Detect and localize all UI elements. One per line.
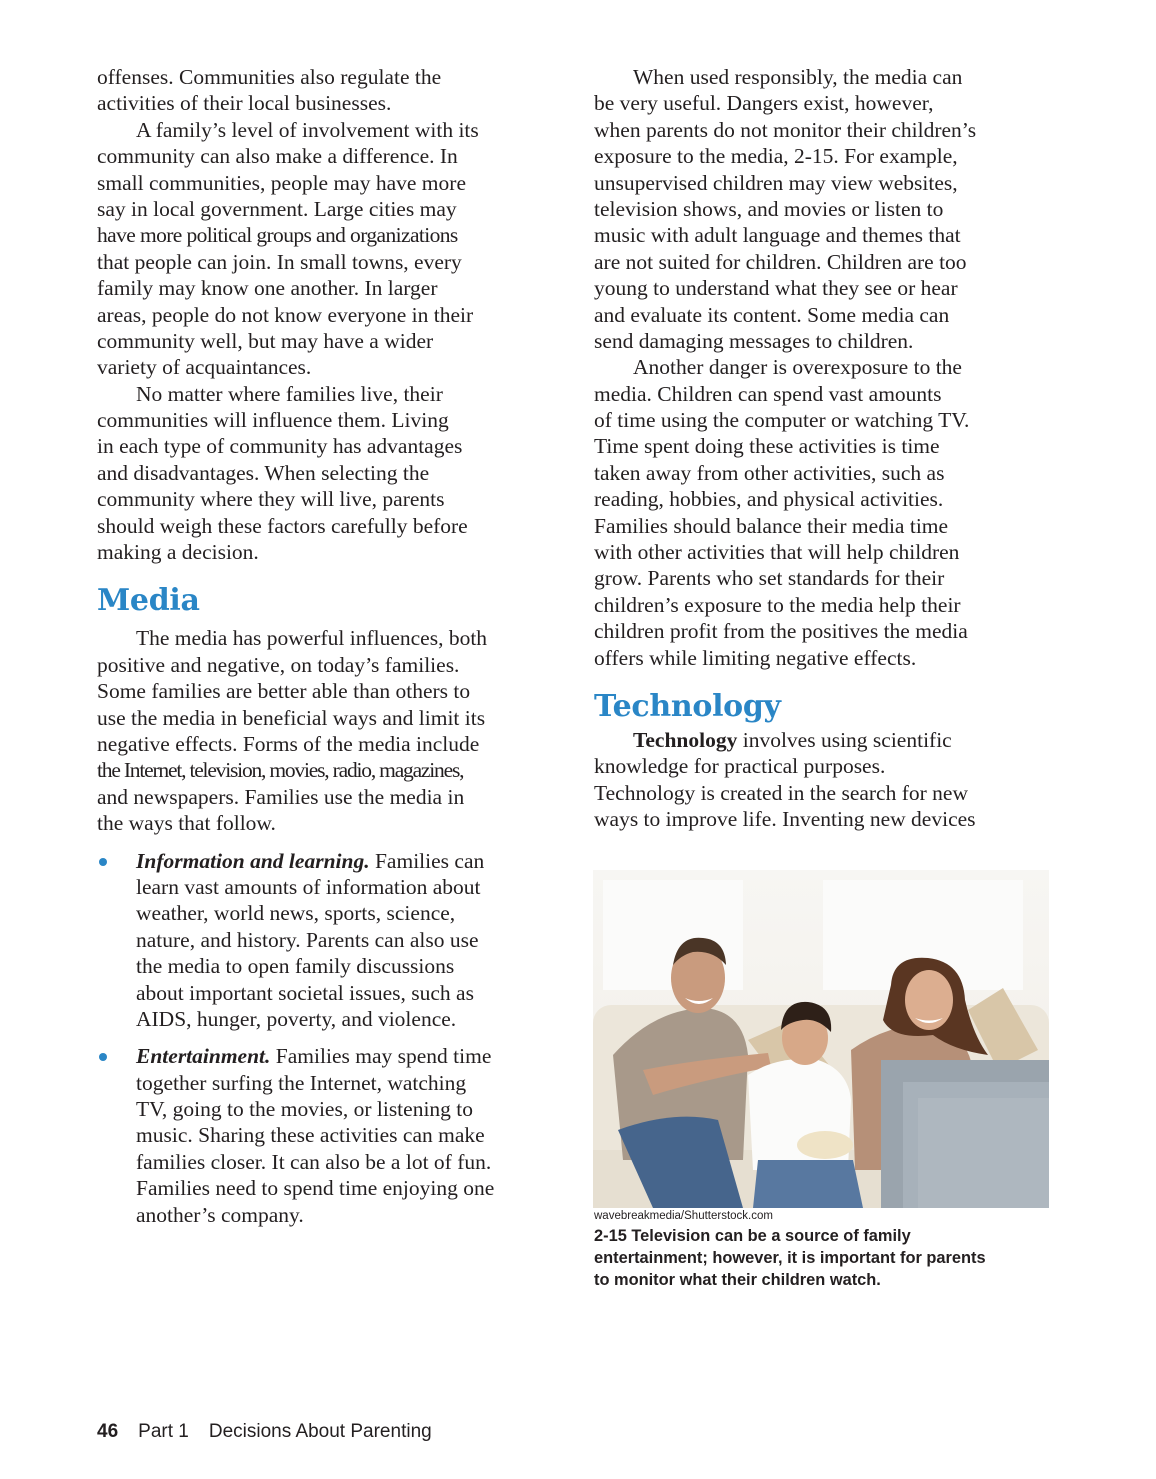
- section-heading-technology: Technology: [594, 688, 781, 724]
- text-line: variety of acquaintances.: [97, 355, 312, 380]
- text-line: about important societal issues, such as: [136, 980, 474, 1005]
- text-line: when parents do not monitor their children’s: [594, 117, 977, 142]
- part-label: Part 1: [138, 1421, 189, 1442]
- text-line: with other activities that will help children: [594, 540, 960, 565]
- text-line: taken away from other activities, such as: [594, 460, 945, 485]
- text-line: should weigh these factors carefully before: [97, 513, 468, 538]
- caption-line: entertainment; however, it is important for parents: [594, 1249, 986, 1267]
- bullet-text: Families may spend time: [270, 1044, 492, 1069]
- text-line: TV, going to the movies, or listening to: [136, 1097, 474, 1122]
- photo-credit: wavebreakmedia/Shutterstock.com: [594, 1210, 773, 1222]
- bullet-term: Entertainment.: [136, 1044, 271, 1069]
- spacer: [97, 565, 557, 581]
- text-fragment: involves using scientific: [737, 727, 952, 752]
- text-line: family may know one another. In larger: [97, 276, 438, 301]
- bullet-item-entertainment: [97, 1043, 557, 1228]
- chapter-title: Decisions About Parenting: [208, 1421, 432, 1442]
- text-line: positive and negative, on today’s families.: [97, 652, 460, 677]
- text-line: Some families are better able than others to: [97, 679, 471, 704]
- text-line: young to understand what they see or hear: [594, 276, 958, 301]
- family-watching-tv-illustration: [593, 870, 1049, 1208]
- key-term-technology: Technology: [633, 727, 738, 752]
- text-line: are not suited for children. Children are too: [594, 249, 967, 274]
- text-line: use the media in beneficial ways and limit its: [97, 705, 486, 730]
- text-line: of time using the computer or watching TV.: [594, 408, 970, 433]
- caption-line: to monitor what their children watch.: [594, 1271, 881, 1289]
- responsibly-paragraph: [594, 64, 1054, 354]
- text-line: music with adult language and themes that: [594, 223, 961, 248]
- overexposure-paragraph: [594, 354, 1054, 671]
- text-line: television shows, and movies or listen to: [594, 196, 944, 221]
- text-line: the ways that follow.: [97, 811, 276, 836]
- text-line: say in local government. Large cities may: [97, 196, 457, 221]
- text-line: Technology is created in the search for new: [594, 780, 968, 805]
- figure-caption: [594, 1225, 1064, 1291]
- text-line: The media has powerful influences, both: [136, 626, 488, 651]
- text-line: have more political groups and organizations: [97, 223, 458, 248]
- text-line: the Internet, television, movies, radio, magazines,: [97, 758, 464, 783]
- text-line: areas, people do not know everyone in their: [97, 302, 474, 327]
- text-line: music. Sharing these activities can make: [136, 1123, 485, 1148]
- left-column: [97, 64, 557, 1228]
- text-line: media. Children can spend vast amounts: [594, 381, 942, 406]
- text-line: A family’s level of involvement with its: [136, 117, 479, 142]
- text-line: unsupervised children may view websites,: [594, 170, 958, 195]
- bullet-icon: [99, 858, 107, 866]
- text-line: community can also make a difference. In: [97, 144, 458, 169]
- text-line: small communities, people may have more: [97, 170, 466, 195]
- text-line: making a decision.: [97, 540, 259, 565]
- text-line: reading, hobbies, and physical activities.: [594, 487, 944, 512]
- no-matter-paragraph: [97, 381, 557, 566]
- text-line: that people can join. In small towns, every: [97, 249, 462, 274]
- text-line: together surfing the Internet, watching: [136, 1070, 467, 1095]
- figure-2-15-photo: [593, 870, 1049, 1208]
- text-line: offenses. Communities also regulate the: [97, 65, 442, 89]
- text-line: in each type of community has advantages: [97, 434, 463, 459]
- text-line: Another danger is overexposure to the: [633, 355, 962, 380]
- text-line: community where they will live, parents: [97, 487, 445, 512]
- text-line: negative effects. Forms of the media include: [97, 731, 480, 756]
- section-heading-media: Media: [97, 583, 200, 619]
- bullet-item-information-learning: [97, 848, 557, 1033]
- text-line: another’s company.: [136, 1202, 304, 1227]
- bullet-term: Information and learning.: [136, 848, 370, 873]
- text-line: nature, and history. Parents can also use: [136, 927, 479, 952]
- text-line: children profit from the positives the media: [594, 619, 968, 644]
- technology-paragraph: [594, 727, 1054, 833]
- family-involvement-paragraph: [97, 117, 557, 381]
- text-line: and newspapers. Families use the media in: [97, 784, 465, 809]
- text-line: Families should balance their media time: [594, 513, 949, 538]
- text-line: knowledge for practical purposes.: [594, 754, 886, 779]
- text-line: send damaging messages to children.: [594, 328, 914, 353]
- text-line: children’s exposure to the media help their: [594, 592, 961, 617]
- page-number: 46: [97, 1421, 119, 1442]
- text-line: Time spent doing these activities is time: [594, 434, 940, 459]
- text-line: weather, world news, sports, science,: [136, 901, 456, 926]
- text-line: families closer. It can also be a lot of fun.: [136, 1149, 492, 1174]
- text-line: learn vast amounts of information about: [136, 874, 481, 899]
- bullet-text: Families can: [369, 848, 485, 873]
- text-line: offers while limiting negative effects.: [594, 645, 917, 670]
- text-line: AIDS, hunger, poverty, and violence.: [136, 1006, 457, 1031]
- text-line: activities of their local businesses.: [97, 91, 392, 116]
- media-paragraph: [97, 625, 557, 836]
- text-line: No matter where families live, their: [136, 381, 443, 406]
- text-line: ways to improve life. Inventing new devices: [594, 807, 976, 832]
- caption-line: 2-15 Television can be a source of family: [594, 1227, 911, 1245]
- text-line: be very useful. Dangers exist, however,: [594, 91, 934, 116]
- text-line: When used responsibly, the media can: [633, 65, 963, 89]
- page-footer: [97, 1421, 432, 1443]
- text-line: community well, but may have a wider: [97, 328, 434, 353]
- spacer: [594, 671, 1054, 687]
- bullet-icon: [99, 1053, 107, 1061]
- text-line: grow. Parents who set standards for their: [594, 566, 945, 591]
- text-line: the media to open family discussions: [136, 954, 455, 979]
- text-line: Families need to spend time enjoying one: [136, 1176, 495, 1201]
- text-line: exposure to the media, 2-15. For example,: [594, 144, 958, 169]
- text-line: and evaluate its content. Some media can: [594, 302, 950, 327]
- text-line: and disadvantages. When selecting the: [97, 460, 430, 485]
- intro-paragraph: [97, 64, 557, 117]
- right-column: [594, 64, 1054, 833]
- text-line: communities will influence them. Living: [97, 408, 449, 433]
